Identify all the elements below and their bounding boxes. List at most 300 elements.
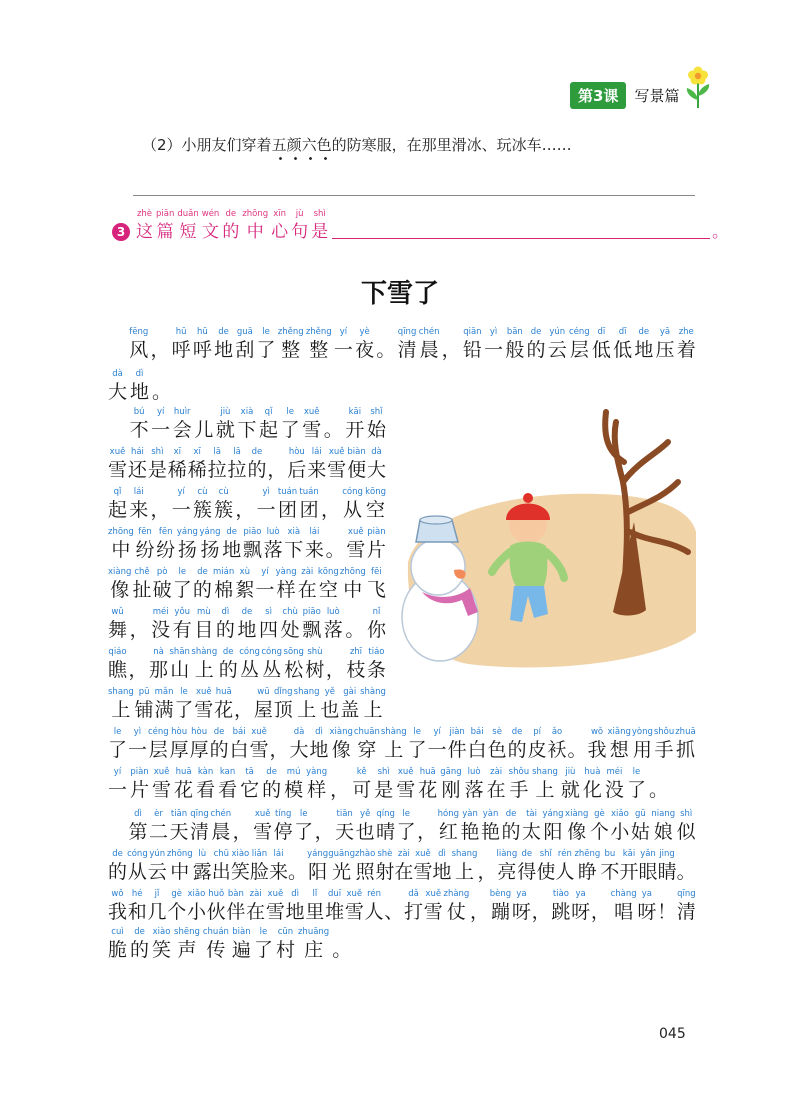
hanzi: 清 xyxy=(397,339,417,361)
text-char xyxy=(481,808,500,844)
pinyin: tuán xyxy=(299,487,319,497)
pinyin: yǎn xyxy=(640,849,656,859)
hanzi: 照 xyxy=(355,861,375,883)
text-char xyxy=(281,606,300,642)
hanzi: 呀 xyxy=(637,901,657,923)
hanzi: ， xyxy=(314,821,334,843)
hanzi: 伴 xyxy=(226,901,246,923)
pinyin: yáng xyxy=(307,849,329,859)
pinyin: xī xyxy=(193,447,201,457)
pinyin: cūn xyxy=(277,927,294,937)
text-char xyxy=(135,686,154,722)
text-char xyxy=(129,646,148,682)
pinyin: dǐng xyxy=(274,687,293,697)
hanzi: 就 xyxy=(560,779,580,801)
text-char xyxy=(345,606,364,642)
text-char xyxy=(108,606,127,642)
text-char xyxy=(522,808,541,844)
text-char xyxy=(254,926,273,962)
pinyin: zhěng xyxy=(305,327,332,337)
text-char xyxy=(355,326,374,362)
hanzi: 铺 xyxy=(134,699,154,721)
text-char xyxy=(484,326,503,362)
hanzi: 的 xyxy=(501,821,521,843)
pinyin: yě xyxy=(360,809,371,819)
text-char xyxy=(299,486,318,522)
hanzi: 扬 xyxy=(177,539,197,561)
text-char xyxy=(413,848,432,884)
pinyin: nà xyxy=(153,647,164,657)
pinyin: shēng xyxy=(174,927,200,937)
hanzi: 个 xyxy=(167,901,187,923)
pinyin: lā xyxy=(213,447,221,457)
hanzi: 睁 xyxy=(577,861,597,883)
text-char xyxy=(235,326,254,362)
hanzi: 你 xyxy=(366,619,386,641)
hanzi: 团 xyxy=(299,499,319,521)
text-char xyxy=(168,446,187,482)
text-char xyxy=(657,888,676,924)
hanzi: 手 xyxy=(654,739,674,761)
text-char xyxy=(284,526,303,562)
pinyin: niang xyxy=(651,809,676,819)
answer-line-q3 xyxy=(332,237,710,239)
pinyin: shàng xyxy=(360,687,386,697)
hanzi: 不 xyxy=(129,419,149,441)
pinyin: shì xyxy=(377,767,390,777)
pinyin: gè xyxy=(594,809,605,819)
pinyin: yáng xyxy=(542,809,564,819)
text-line xyxy=(108,638,386,682)
text-char xyxy=(257,486,276,522)
pinyin: chū xyxy=(213,849,230,859)
pinyin: chě xyxy=(134,567,150,577)
pinyin: shǒu xyxy=(653,727,675,737)
text-char xyxy=(108,646,127,682)
pinyin: fēn xyxy=(158,527,173,537)
hanzi: 上 xyxy=(384,739,404,761)
pinyin: qiān xyxy=(463,327,482,337)
pinyin: kōng xyxy=(365,487,386,497)
hanzi: 里 xyxy=(305,901,325,923)
hanzi: 中 xyxy=(170,861,190,883)
text-char xyxy=(394,848,413,884)
pinyin: xiǎo xyxy=(611,809,629,819)
pinyin: tiáo xyxy=(368,647,385,657)
flower-icon xyxy=(684,64,712,108)
pinyin: mú xyxy=(286,767,301,777)
answer-line-q2 xyxy=(133,195,695,196)
text-char xyxy=(264,526,283,562)
text-char xyxy=(208,446,227,482)
hanzi: 二 xyxy=(149,821,169,843)
text-char xyxy=(345,406,364,442)
hanzi: ， xyxy=(325,659,345,681)
text-char xyxy=(463,326,482,362)
hanzi: 满 xyxy=(154,699,174,721)
text-char xyxy=(326,526,345,562)
text-char xyxy=(677,808,696,844)
hanzi: 脆 xyxy=(108,939,128,961)
pinyin: hū xyxy=(196,327,208,337)
text-char xyxy=(173,566,192,602)
pinyin: fēng xyxy=(129,327,149,337)
hanzi: 稀 xyxy=(187,459,207,481)
hanzi: 大 xyxy=(289,739,309,761)
hanzi: 的 xyxy=(507,739,527,761)
text-char xyxy=(532,888,551,924)
text-char xyxy=(288,848,307,884)
hanzi: 是 xyxy=(374,779,394,801)
pinyin: xuě xyxy=(415,849,431,859)
hanzi: 件 xyxy=(447,739,467,761)
text-char xyxy=(194,606,213,642)
hanzi: 的 xyxy=(262,779,282,801)
pinyin: qīng xyxy=(677,889,696,899)
hanzi: 皮 xyxy=(527,739,547,761)
hanzi: 压 xyxy=(655,339,675,361)
hanzi: 上 xyxy=(454,861,474,883)
pinyin: qǐ xyxy=(113,487,122,497)
text-char xyxy=(651,808,675,844)
hanzi: 条 xyxy=(366,659,386,681)
hanzi: 出 xyxy=(211,861,231,883)
hanzi: 拉 xyxy=(207,459,227,481)
hanzi: 它 xyxy=(240,779,260,801)
text-char xyxy=(231,848,250,884)
hanzi: 人 xyxy=(555,861,575,883)
hanzi: 我 xyxy=(108,901,128,923)
text-char xyxy=(367,566,386,602)
hanzi: 纷 xyxy=(135,539,155,561)
hanzi: 使 xyxy=(536,861,556,883)
hanzi: ， xyxy=(232,821,252,843)
prompt-char xyxy=(177,208,198,244)
pinyin: shang xyxy=(532,767,558,777)
pinyin: guā xyxy=(236,327,253,337)
pinyin: fēn xyxy=(138,527,152,537)
text-char xyxy=(128,726,147,762)
hanzi: 看 xyxy=(218,779,238,801)
pinyin: huā xyxy=(175,767,192,777)
hanzi: 起 xyxy=(259,419,279,441)
text-char xyxy=(284,646,304,682)
hanzi: 得 xyxy=(517,861,537,883)
pinyin: cù xyxy=(197,487,208,497)
pinyin: le xyxy=(259,927,268,937)
pinyin: zài xyxy=(249,889,262,899)
pinyin: xiǎng xyxy=(607,727,631,737)
hanzi: 晴 xyxy=(376,821,396,843)
hanzi: 就 xyxy=(215,419,235,441)
text-char xyxy=(305,526,324,562)
hanzi: 没 xyxy=(604,779,624,801)
hanzi: 亮 xyxy=(497,861,517,883)
pinyin: rén xyxy=(557,849,572,859)
text-char xyxy=(108,446,127,482)
pinyin: bàn xyxy=(227,889,244,899)
hanzi: 一 xyxy=(333,339,353,361)
text-char xyxy=(340,686,359,722)
text-line xyxy=(108,318,696,362)
text-char xyxy=(367,606,386,642)
text-char xyxy=(330,766,349,802)
pinyin: jiàn xyxy=(449,727,465,737)
pinyin: cù xyxy=(218,487,229,497)
hanzi: 雪 xyxy=(253,821,273,843)
hanzi: 从 xyxy=(343,499,363,521)
text-char xyxy=(433,848,452,884)
pinyin: zài xyxy=(397,849,410,859)
pinyin: wū xyxy=(257,687,270,697)
hanzi: 大 xyxy=(108,381,128,403)
prompt-char xyxy=(242,208,268,244)
pinyin: hū xyxy=(175,327,187,337)
hanzi: 团 xyxy=(278,499,298,521)
text-char xyxy=(332,926,351,962)
pinyin: le xyxy=(113,727,122,737)
pinyin: jǐ xyxy=(154,889,160,899)
text-char xyxy=(502,808,521,844)
hanzi: 地 xyxy=(214,339,234,361)
snowman-illustration xyxy=(398,402,698,687)
hanzi: 样 xyxy=(276,579,296,601)
hanzi: 。 xyxy=(567,739,587,761)
pinyin: xuě xyxy=(254,809,271,819)
pinyin: de xyxy=(134,927,145,937)
pinyin: bái xyxy=(470,727,484,737)
hanzi: 中 xyxy=(246,222,264,242)
hanzi: 地 xyxy=(130,381,150,403)
pinyin: dī xyxy=(597,327,606,337)
hanzi: 地 xyxy=(432,861,452,883)
pinyin: piān xyxy=(156,209,175,219)
pinyin: zhōng xyxy=(242,209,269,219)
text-char xyxy=(610,808,629,844)
hanzi: 像 xyxy=(567,821,587,843)
text-char xyxy=(130,606,149,642)
text-char xyxy=(108,686,134,722)
hanzi: 跳 xyxy=(551,901,571,923)
hanzi: 雪 xyxy=(249,739,269,761)
text-char xyxy=(324,606,343,642)
pinyin: shān xyxy=(169,647,190,657)
hanzi: 清 xyxy=(190,821,210,843)
pinyin: piàn xyxy=(130,767,149,777)
hanzi: 刮 xyxy=(235,339,255,361)
pinyin: yún xyxy=(549,327,566,337)
hanzi: 一 xyxy=(427,739,447,761)
pinyin: huā xyxy=(419,767,436,777)
pinyin: sè xyxy=(492,727,502,737)
text-line xyxy=(108,598,386,642)
text-char xyxy=(340,566,366,602)
text-char xyxy=(568,726,587,762)
question-2-text-before: 小朋友们穿着 xyxy=(181,136,272,154)
hanzi: ， xyxy=(590,901,610,923)
text-char xyxy=(108,406,127,442)
hanzi: 天 xyxy=(335,821,355,843)
hanzi: 句 xyxy=(291,222,309,242)
pinyin: wén xyxy=(201,209,220,219)
pinyin: qīng xyxy=(190,809,209,819)
text-char xyxy=(590,808,609,844)
pinyin: rén xyxy=(367,889,382,899)
hanzi: 整 xyxy=(281,339,301,361)
pinyin: chuán xyxy=(202,927,229,937)
text-char xyxy=(149,808,168,844)
hanzi: 了 xyxy=(626,779,646,801)
text-char xyxy=(150,486,169,522)
text-char xyxy=(250,726,269,762)
hanzi: 了 xyxy=(294,821,314,843)
text-char xyxy=(367,526,386,562)
hanzi: 和 xyxy=(127,901,147,923)
hanzi: 篇 xyxy=(156,222,174,242)
pinyin: hóng xyxy=(437,809,460,819)
pinyin: piāo xyxy=(302,607,321,617)
pinyin: cóng xyxy=(342,487,363,497)
text-char xyxy=(298,566,317,602)
text-char xyxy=(108,808,127,844)
hanzi: 风 xyxy=(129,339,149,361)
text-char xyxy=(318,566,339,602)
pinyin: zhēng xyxy=(574,849,601,859)
text-char xyxy=(677,888,696,924)
pinyin: shang xyxy=(451,849,478,859)
hanzi: 抓 xyxy=(675,739,695,761)
hanzi: 的 xyxy=(215,619,235,641)
text-char xyxy=(306,766,327,802)
hanzi: 睛 xyxy=(657,861,677,883)
pinyin: de xyxy=(530,327,542,337)
pinyin: de xyxy=(521,849,533,859)
hanzi: 了 xyxy=(280,419,300,441)
pinyin: dì xyxy=(221,607,230,617)
hanzi: 是 xyxy=(311,222,329,242)
hanzi: 不 xyxy=(600,861,620,883)
hanzi: 似 xyxy=(676,821,696,843)
pinyin: dì xyxy=(291,889,299,899)
hanzi: 有 xyxy=(172,619,192,641)
prompt-char xyxy=(291,208,308,244)
text-char xyxy=(561,766,580,802)
text-char xyxy=(235,486,254,522)
text-char xyxy=(170,726,189,762)
pinyin: de xyxy=(241,607,253,617)
pinyin: cuì xyxy=(111,927,124,937)
text-char xyxy=(270,726,289,762)
pinyin: xù xyxy=(239,567,251,577)
pinyin: le xyxy=(180,687,188,697)
pinyin: shang xyxy=(108,687,134,697)
text-char xyxy=(605,766,624,802)
text-char xyxy=(375,848,394,884)
text-char xyxy=(108,848,127,884)
pinyin: sì xyxy=(265,607,272,617)
pinyin: de xyxy=(225,209,237,219)
pinyin: yàn xyxy=(462,809,478,819)
hanzi: 扯 xyxy=(132,579,152,601)
pinyin: mǎn xyxy=(154,687,174,697)
pinyin: cóng xyxy=(127,849,148,859)
pinyin: pí xyxy=(533,727,541,737)
text-char xyxy=(129,808,148,844)
text-char xyxy=(298,926,329,962)
text-char xyxy=(397,808,416,844)
text-char xyxy=(152,766,171,802)
hanzi: 还 xyxy=(127,459,147,481)
hanzi: ， xyxy=(320,499,340,521)
hanzi: 厚 xyxy=(169,739,189,761)
text-char xyxy=(527,326,546,362)
pinyin: xuě xyxy=(397,767,414,777)
hanzi: 太 xyxy=(522,821,542,843)
text-char xyxy=(302,406,321,442)
hanzi: 树 xyxy=(305,659,325,681)
text-char xyxy=(315,808,334,844)
text-char xyxy=(443,888,469,924)
text-line xyxy=(108,678,386,722)
pinyin: de xyxy=(218,327,229,337)
hanzi: 打 xyxy=(404,901,424,923)
hanzi: 停 xyxy=(273,821,293,843)
pinyin: chén xyxy=(418,327,440,337)
pinyin: hòu xyxy=(171,727,188,737)
pinyin: dì xyxy=(134,809,142,819)
text-char xyxy=(128,446,147,482)
pinyin: luò xyxy=(266,527,280,537)
text-char xyxy=(237,406,256,442)
pinyin: shǐ xyxy=(370,407,383,417)
pinyin: zhuāng xyxy=(297,927,330,937)
pinyin: zhe xyxy=(678,327,694,337)
text-char xyxy=(505,326,524,362)
text-char xyxy=(356,808,375,844)
text-char xyxy=(193,848,212,884)
pinyin: shù xyxy=(307,647,323,657)
hanzi: 阳 xyxy=(543,821,563,843)
text-char xyxy=(367,446,386,482)
hanzi: 小 xyxy=(610,821,630,843)
text-char xyxy=(190,808,209,844)
hanzi: 后 xyxy=(287,459,307,481)
hanzi: 一 xyxy=(256,499,276,521)
pinyin: xiàng xyxy=(108,567,132,577)
hanzi: 穿 xyxy=(357,739,377,761)
pinyin: lǐ xyxy=(312,889,318,899)
hanzi: ， xyxy=(417,821,437,843)
pinyin: biàn xyxy=(347,447,366,457)
question-3 xyxy=(112,208,728,244)
hanzi: 雪 xyxy=(327,459,347,481)
text-char xyxy=(276,566,297,602)
hanzi: 松 xyxy=(284,659,304,681)
hanzi: 。 xyxy=(332,939,352,961)
text-char xyxy=(216,406,235,442)
pinyin: de xyxy=(266,767,277,777)
text-char xyxy=(167,848,193,884)
text-char xyxy=(230,726,249,762)
hanzi: 。 xyxy=(323,419,343,441)
pinyin: tài xyxy=(526,809,537,819)
pinyin: gū xyxy=(635,809,646,819)
hanzi: 的 xyxy=(247,459,267,481)
emphasis-dotted-text: 五颜六色 xyxy=(271,136,332,154)
text-char xyxy=(442,326,461,362)
hanzi: 想 xyxy=(609,739,629,761)
hanzi: 的 xyxy=(209,739,229,761)
